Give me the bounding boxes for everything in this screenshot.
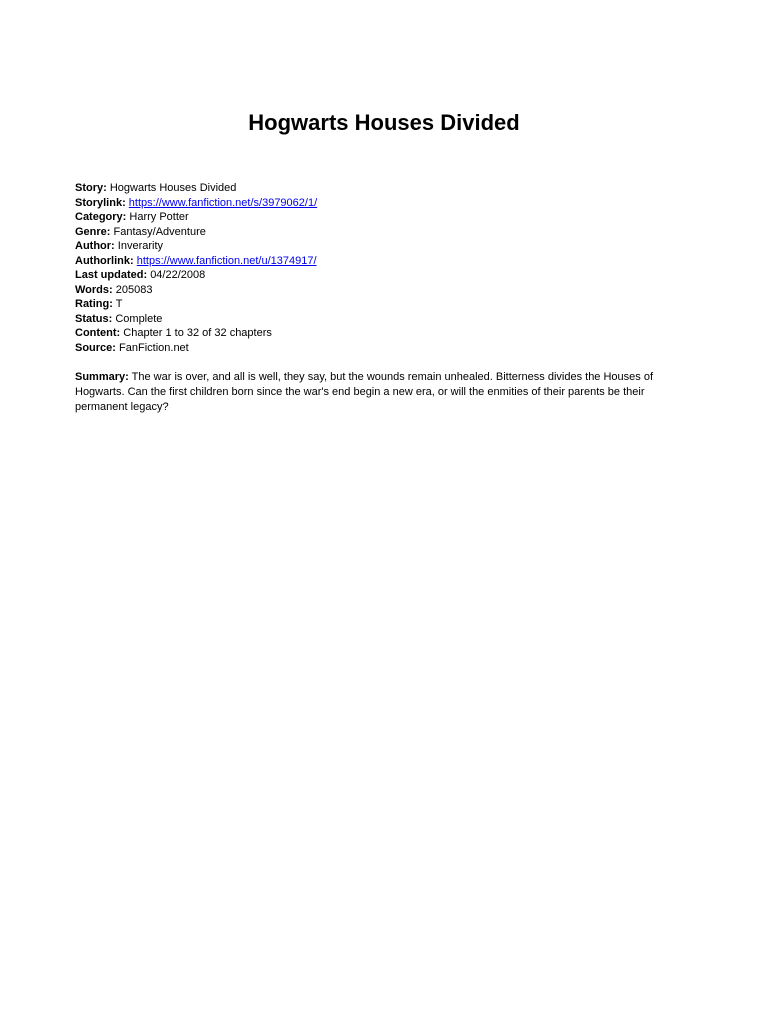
meta-row-genre	[75, 225, 695, 240]
meta-label-story: Story:	[75, 182, 107, 194]
meta-label-storylink: Storylink:	[75, 196, 126, 209]
meta-label-category: Category:	[75, 211, 127, 223]
meta-value-authorlink-link[interactable]: https://www.fanfiction.net/u/1374917/	[136, 254, 317, 267]
meta-value-author: Inverarity	[117, 240, 164, 252]
meta-row-category	[75, 210, 695, 225]
meta-label-author: Author:	[75, 240, 115, 252]
meta-row-story	[75, 181, 695, 196]
meta-value-genre: Fantasy/Adventure	[113, 225, 206, 238]
meta-value-rating: T	[115, 298, 123, 310]
meta-label-status: Status:	[75, 312, 113, 325]
meta-label-content: Content:	[75, 327, 121, 339]
meta-label-source: Source:	[75, 341, 116, 354]
meta-label-rating: Rating:	[75, 298, 113, 310]
meta-label-genre: Genre:	[75, 225, 111, 238]
document-title: Hogwarts Houses Divided	[248, 110, 520, 135]
meta-row-source	[75, 341, 695, 356]
meta-value-source: FanFiction.net	[119, 341, 189, 354]
meta-row-content	[75, 326, 695, 341]
meta-value-status: Complete	[115, 312, 163, 325]
meta-label-authorlink: Authorlink:	[75, 254, 134, 267]
meta-row-author	[75, 239, 695, 254]
meta-label-words: Words:	[75, 283, 113, 296]
meta-value-content: Chapter 1 to 32 of 32 chapters	[123, 327, 272, 339]
meta-row-status	[75, 312, 695, 327]
meta-row-authorlink	[75, 254, 695, 269]
meta-row-last-updated	[75, 268, 695, 283]
summary-text: The war is over, and all is well, they say, but the wounds remain unhealed. Bitterness divides the Houses of Hogwarts. Can the first children born since the war's end begin a new era, or will the enmities of their parents be their permanent legacy?	[75, 371, 654, 413]
meta-value-category: Harry Potter	[129, 211, 189, 223]
meta-value-last-updated: 04/22/2008	[150, 269, 206, 281]
meta-row-rating	[75, 297, 695, 312]
meta-label-last-updated: Last updated:	[75, 269, 148, 281]
story-summary	[75, 370, 693, 415]
meta-value-story: Hogwarts Houses Divided	[109, 182, 237, 194]
meta-value-words: 205083	[115, 283, 153, 296]
summary-label: Summary:	[75, 371, 129, 383]
story-metadata	[75, 181, 695, 355]
meta-row-storylink	[75, 196, 695, 211]
meta-row-words	[75, 283, 695, 298]
meta-value-storylink-link[interactable]: https://www.fanfiction.net/s/3979062/1/	[128, 196, 318, 209]
